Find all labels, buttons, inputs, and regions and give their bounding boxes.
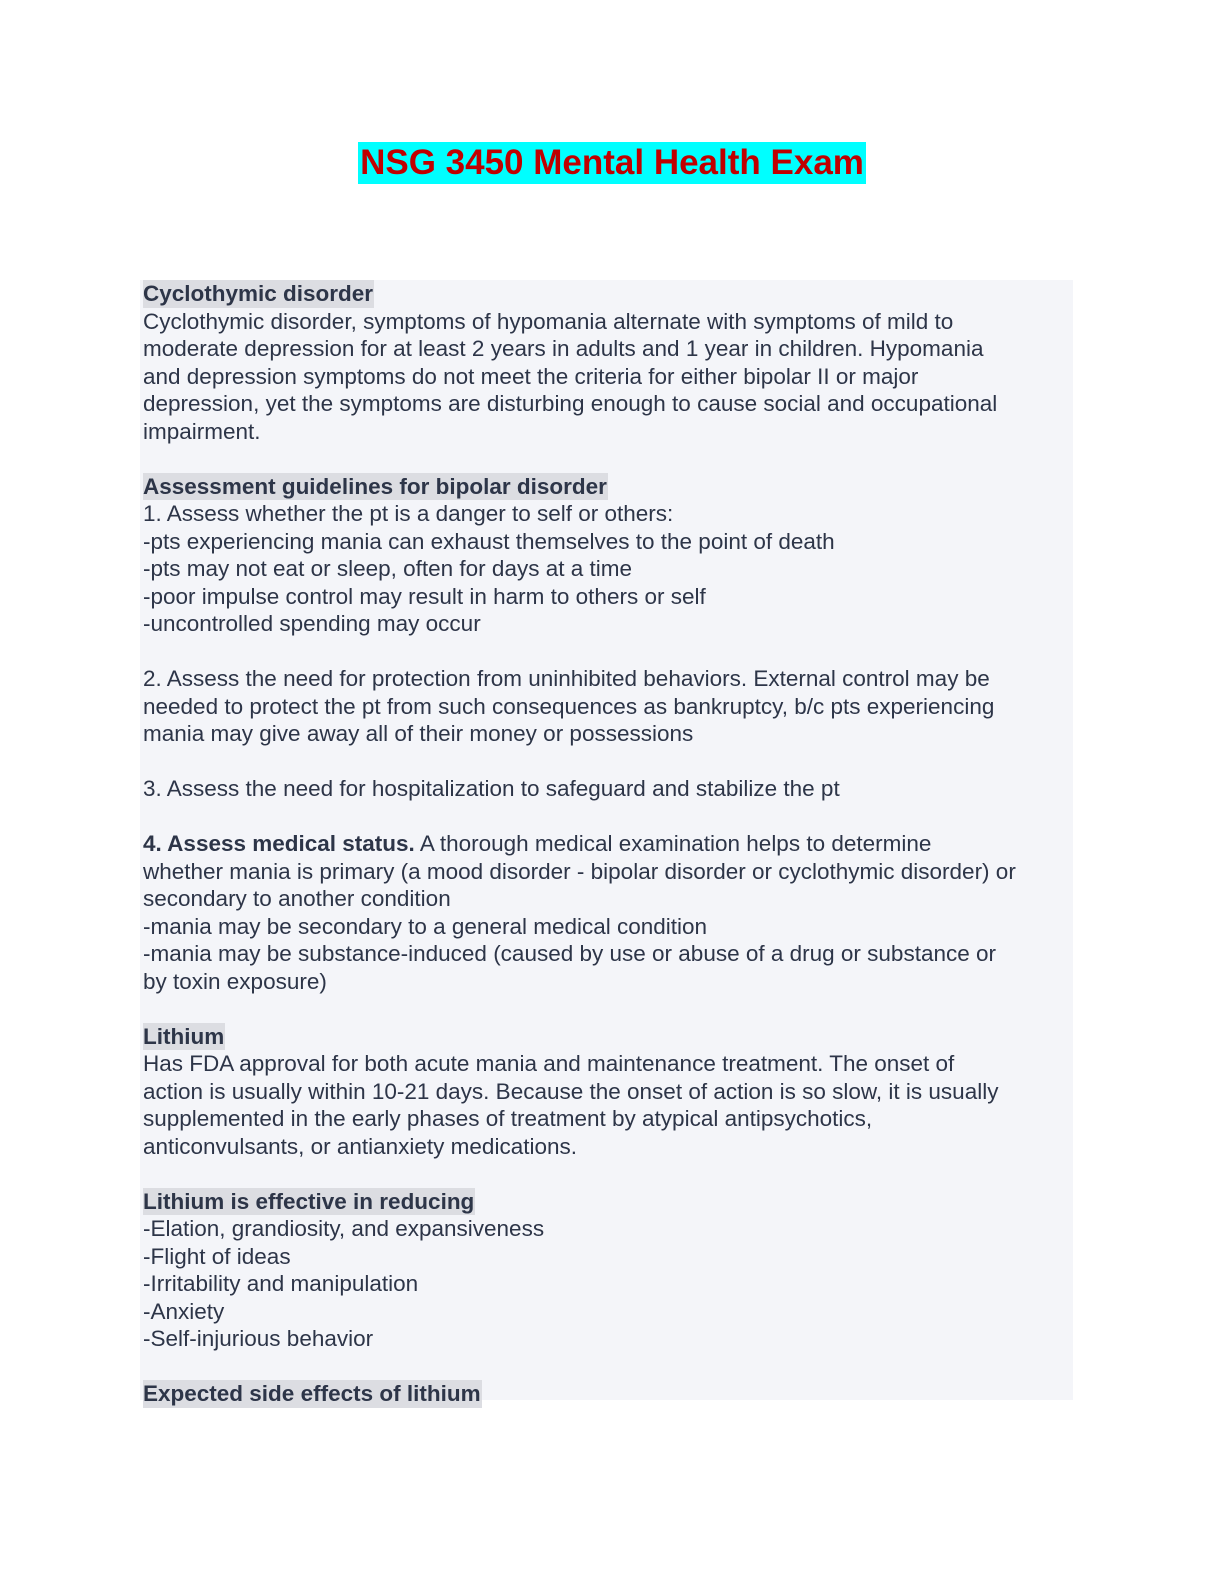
paragraph-line: depression, yet the symptoms are disturbing enough to cause social and occupational — [143, 391, 998, 416]
list-item: 3. Assess the need for hospitalization to safeguard and stabilize the pt — [143, 776, 840, 801]
section-cyclothymic — [143, 280, 1073, 445]
spacer — [143, 445, 1073, 473]
spacer — [143, 1353, 1073, 1381]
section-heading: Lithium is effective in reducing — [143, 1188, 475, 1214]
paragraph-line: action is usually within 10-21 days. Because the onset of action is so slow, it is usually — [143, 1078, 999, 1104]
notes-body — [140, 280, 1073, 1406]
list-item: -pts may not eat or sleep, often for days at a time — [143, 556, 632, 581]
section-lithium — [143, 1023, 1073, 1161]
list-item: needed to protect the pt from such consequences as bankruptcy, b/c pts experiencing — [143, 693, 995, 719]
list-item: 2. Assess the need for protection from uninhibited behaviors. External control may be — [143, 666, 990, 691]
spacer — [143, 1160, 1073, 1188]
list-item: -Flight of ideas — [143, 1243, 291, 1269]
spacer — [143, 638, 1073, 666]
paragraph-line: anticonvulsants, or antianxiety medications. — [143, 1133, 577, 1159]
list-item: secondary to another condition — [143, 886, 451, 911]
paragraph-line: moderate depression for at least 2 years in adults and 1 year in children. Hypomania — [143, 336, 984, 361]
paragraph-line: supplemented in the early phases of treatment by atypical antipsychotics, — [143, 1106, 873, 1131]
list-item: -poor impulse control may result in harm to others or self — [143, 583, 706, 609]
list-item: mania may give away all of their money or possessions — [143, 721, 694, 746]
section-assessment — [143, 473, 1073, 996]
list-item: -mania may be secondary to a general medical condition — [143, 913, 708, 939]
list-item: -Self-injurious behavior — [143, 1326, 374, 1351]
list-item: -pts experiencing mania can exhaust themselves to the point of death — [143, 528, 835, 554]
paragraph-line: and depression symptoms do not meet the criteria for either bipolar II or major — [143, 363, 919, 389]
list-item: whether mania is primary (a mood disorder - bipolar disorder or cyclothymic disorder) or — [143, 858, 1016, 884]
item-text: A thorough medical examination helps to determine — [414, 831, 932, 856]
spacer — [143, 995, 1073, 1023]
list-item: -Elation, grandiosity, and expansiveness — [143, 1216, 545, 1241]
list-item: by toxin exposure) — [143, 968, 327, 994]
page-title: NSG 3450 Mental Health Exam — [360, 143, 864, 182]
section-heading: Assessment guidelines for bipolar disorder — [143, 473, 607, 499]
list-item: -Irritability and manipulation — [143, 1271, 419, 1296]
section-heading: Lithium — [143, 1023, 225, 1049]
title-wrap — [0, 142, 1224, 184]
list-item: -Anxiety — [143, 1298, 225, 1324]
item-bold-lead: 4. Assess medical status. — [143, 831, 415, 856]
list-item — [143, 830, 1073, 858]
section-side-effects — [143, 1380, 1073, 1408]
spacer — [143, 748, 1073, 776]
list-item: -mania may be substance-induced (caused by use or abuse of a drug or substance or — [143, 941, 996, 966]
section-lithium-effective — [143, 1188, 1073, 1353]
paragraph-line: Has FDA approval for both acute mania and maintenance treatment. The onset of — [143, 1051, 955, 1076]
paragraph-line: impairment. — [143, 418, 261, 444]
section-heading: Expected side effects of lithium — [143, 1381, 481, 1406]
spacer — [143, 803, 1073, 831]
list-item: -uncontrolled spending may occur — [143, 611, 481, 636]
paragraph-line: Cyclothymic disorder, symptoms of hypomania alternate with symptoms of mild to — [143, 308, 954, 334]
section-heading: Cyclothymic disorder — [143, 281, 374, 306]
list-item: 1. Assess whether the pt is a danger to self or others: — [143, 501, 674, 526]
